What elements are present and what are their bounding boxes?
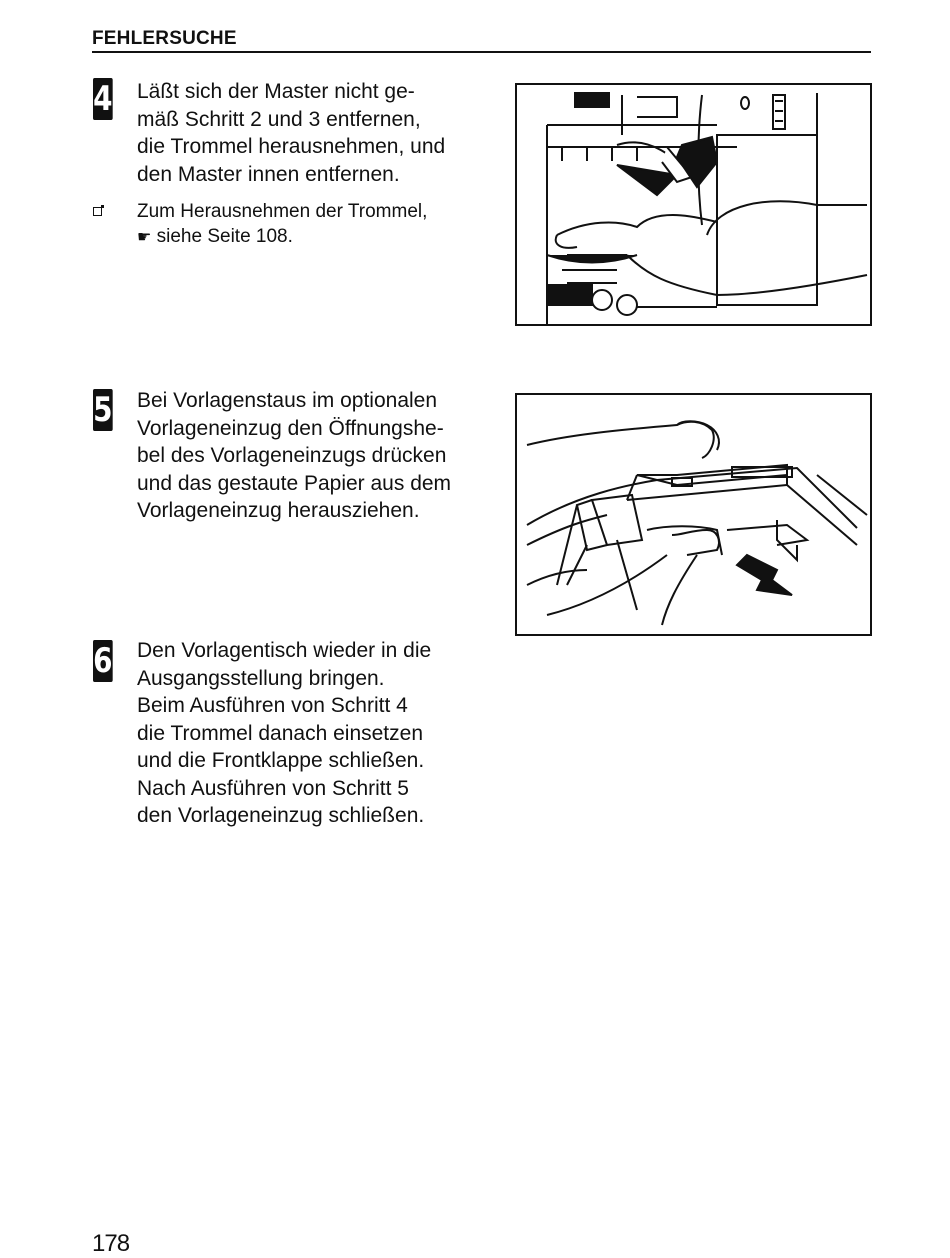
step-5-line: und das gestaute Papier aus dem	[137, 471, 452, 495]
step-4-note	[137, 199, 482, 250]
document-feeder-drawing	[517, 395, 870, 634]
step-5-text	[137, 387, 482, 525]
step-5-line: Vorlageneinzug den Öffnungshe-	[137, 416, 444, 440]
step-4-text	[137, 78, 482, 188]
drum-removal-drawing	[517, 85, 870, 324]
step-6-line: den Vorlageneinzug schließen.	[137, 804, 425, 827]
step-5-line: bel des Vorlageneinzugs drücken	[137, 444, 447, 467]
note-line: Zum Herausnehmen der Trommel,	[137, 201, 428, 222]
step-5-badge: 5	[93, 390, 113, 430]
page-number: 178	[92, 1230, 130, 1257]
document-feeder-illustration	[515, 393, 872, 636]
step-4-line: die Trommel herausnehmen, und	[137, 135, 446, 158]
header-divider	[92, 51, 871, 53]
drum-removal-illustration	[515, 83, 872, 326]
step-6-text	[137, 637, 482, 830]
step-4-badge: 4	[93, 79, 113, 119]
step-4-line: Läßt sich der Master nicht ge-	[137, 80, 415, 103]
note-line	[137, 224, 482, 250]
note-checkbox-icon	[93, 207, 102, 216]
step-5-line: Bei Vorlagenstaus im optionalen	[137, 389, 438, 412]
step-6-line: Beim Ausführen von Schritt 4	[137, 694, 408, 717]
pointing-hand-icon: ☛	[137, 229, 152, 246]
step-5-line: Vorlageneinzug herausziehen.	[137, 499, 420, 522]
step-6-line: und die Frontklappe schließen.	[137, 749, 425, 772]
step-6-badge: 6	[93, 641, 113, 681]
step-6-line: Ausgangsstellung bringen.	[137, 666, 385, 690]
step-4-line: mäß Schritt 2 und 3 entfernen,	[137, 107, 421, 131]
page-reference[interactable]: siehe Seite 108.	[156, 226, 293, 247]
step-6-line: Nach Ausführen von Schritt 5	[137, 776, 409, 800]
step-4-line: den Master innen entfernen.	[137, 162, 400, 186]
step-6-line: die Trommel danach einsetzen	[137, 721, 423, 745]
section-title: FEHLERSUCHE	[92, 28, 237, 49]
step-6-line: Den Vorlagentisch wieder in die	[137, 639, 432, 662]
